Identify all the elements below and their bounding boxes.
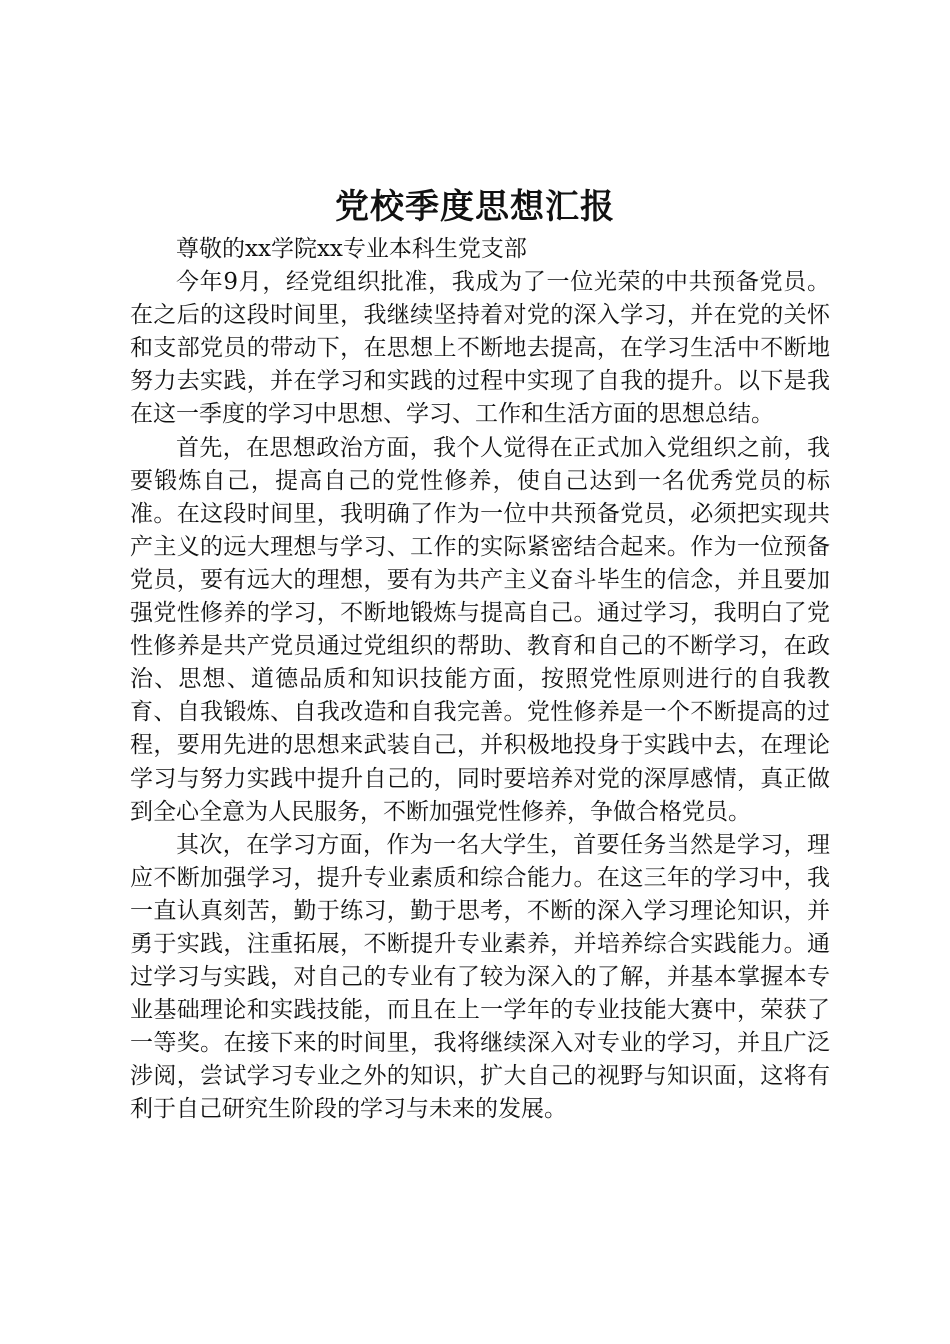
- document-body: [130, 233, 830, 1127]
- paragraph-political-thought: 首先，在思想政治方面，我个人觉得在正式加入党组织之前，我要锻炼自己，提高自己的党性修养，使自己达到一名优秀党员的标准。在这段时间里，我明确了作为一位中共预备党员，必须把实现共产主义的远大理想与学习、工作的实际紧密结合起来。作为一位预备党员，要有远大的理想，要有为共产主义奋斗毕生的信念，并且要加强党性修养的学习，不断地锻炼与提高自己。通过学习，我明白了党性修养是共产党员通过党组织的帮助、教育和自己的不断学习，在政治、思想、道德品质和知识技能方面，按照党性原则进行的自我教育、自我锻炼、自我改造和自我完善。党性修养是一个不断提高的过程，要用先进的思想来武装自己，并积极地投身于实践中去，在理论学习与努力实践中提升自己的，同时要培养对党的深厚感情，真正做到全心全意为人民服务，不断加强党性修养，争做合格党员。: [130, 434, 830, 825]
- salutation: 尊敬的xx学院xx专业本科生党支部: [176, 236, 527, 262]
- paragraph-study: 其次，在学习方面，作为一名大学生，首要任务当然是学习，理应不断加强学习，提升专业素质和综合能力。在这三年的学习中，我一直认真刻苦，勤于练习，勤于思考，不断的深入学习理论知识，并勇于实践，注重拓展，不断提升专业素养，并培养综合实践能力。通过学习与实践，对自己的专业有了较为深入的了解，并基本掌握本专业基础理论和实践技能，而且在上一学年的专业技能大赛中，荣获了一等奖。在接下来的时间里，我将继续深入对专业的学习，并且广泛涉阅，尝试学习专业之外的知识，扩大自己的视野与知识面，这将有利于自己研究生阶段的学习与未来的发展。: [130, 831, 830, 1123]
- paragraph-introduction: 今年9月，经党组织批准，我成为了一位光荣的中共预备党员。在之后的这段时间里，我继续坚持着对党的深入学习，并在党的关怀和支部党员的带动下，在思想上不断地去提高，在学习生活中不断地努力去实践，并在学习和实践的过程中实现了自我的提升。以下是我在这一季度的学习中思想、学习、工作和生活方面的思想总结。: [130, 269, 830, 428]
- document-title: 党校季度思想汇报: [335, 187, 615, 227]
